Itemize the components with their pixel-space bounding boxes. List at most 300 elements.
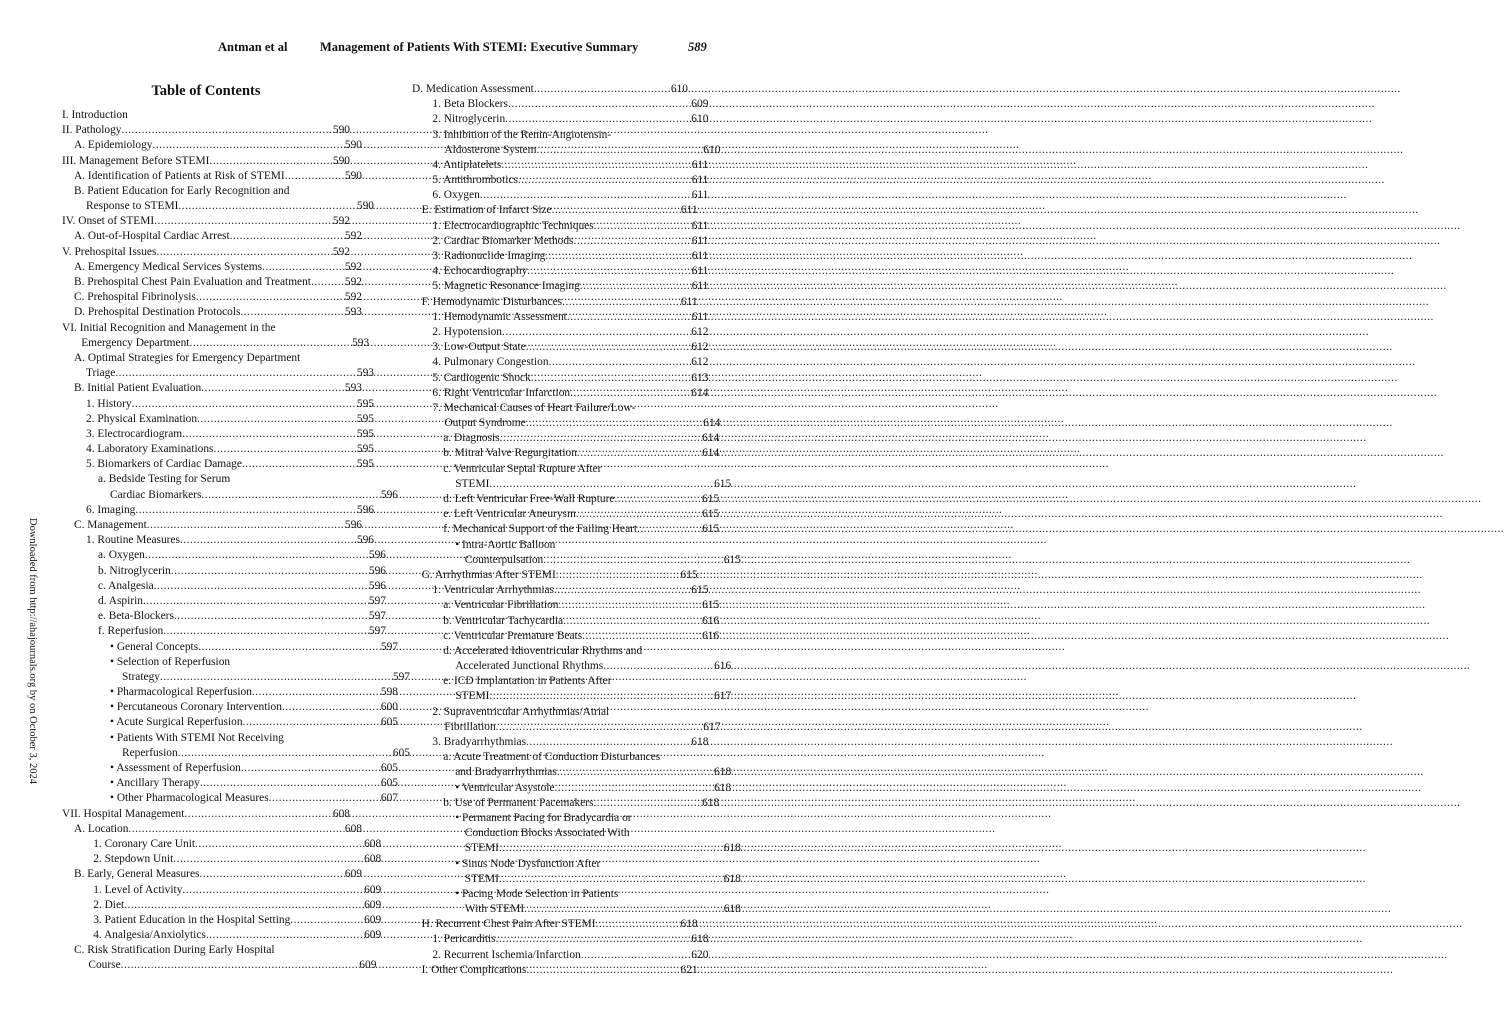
dot-leader xyxy=(518,173,692,188)
toc-title: Table of Contents xyxy=(151,83,261,99)
toc-entry xyxy=(62,518,362,533)
toc-entry-page: 618 xyxy=(714,781,732,794)
toc-entry-page: 609 xyxy=(364,929,382,942)
toc-entry xyxy=(62,852,381,867)
toc-entry-label: E. Estimation of Infarct Size xyxy=(421,204,552,217)
toc-entry xyxy=(412,872,741,887)
toc-entry-page: 611 xyxy=(691,280,709,293)
toc-entry-label: • Patients With STEMI Not Receiving xyxy=(110,731,284,744)
toc-entry-label: I. Introduction xyxy=(62,108,128,121)
header-authors: Antman et al xyxy=(218,40,288,54)
dot-leader xyxy=(496,720,704,735)
toc-entry-label: 3. Inhibition of the Renin-Angiotensin- xyxy=(432,128,612,141)
toc-entry xyxy=(62,245,350,260)
toc-entry-page: 608 xyxy=(344,822,362,835)
toc-entry-page: 621 xyxy=(680,963,698,976)
toc-entry xyxy=(412,401,710,416)
toc-entry xyxy=(412,553,741,568)
dot-leader xyxy=(180,533,357,548)
toc-entry xyxy=(62,898,381,913)
toc-entry-page: 611 xyxy=(680,204,698,217)
dot-leader xyxy=(156,245,333,260)
toc-entry-page: 590 xyxy=(356,200,374,213)
toc-entry-label: 1. Routine Measures xyxy=(86,534,180,547)
toc-entry-page: 595 xyxy=(356,458,374,471)
toc-entry-page: 610 xyxy=(691,113,709,126)
toc-entry xyxy=(412,629,719,644)
toc-entry xyxy=(62,746,410,761)
toc-entry-label: • General Concepts xyxy=(110,640,199,653)
toc-entry-label: B. Initial Patient Evaluation xyxy=(74,382,202,395)
toc-entry-page: 611 xyxy=(691,234,709,247)
dot-leader xyxy=(558,598,702,613)
toc-entry-page: 592 xyxy=(332,245,350,258)
toc-entry-label: a. Oxygen xyxy=(98,549,145,562)
toc-entry-label: 4. Echocardiography xyxy=(432,265,528,278)
toc-entry xyxy=(62,594,386,609)
toc-entry xyxy=(62,214,350,229)
dot-leader xyxy=(240,305,344,320)
toc-entry xyxy=(62,564,386,579)
toc-entry-label: • Acute Surgical Reperfusion xyxy=(110,716,243,729)
toc-entry-page: 616 xyxy=(702,614,720,627)
dot-leader xyxy=(243,715,381,730)
toc-entry-label: 2. Cardiac Biomarker Methods xyxy=(432,234,574,247)
toc-entry-label: B. Patient Education for Early Recognition and xyxy=(74,184,290,197)
toc-entry xyxy=(412,720,720,735)
toc-entry-page: 611 xyxy=(691,189,709,202)
toc-entry xyxy=(62,867,362,882)
dot-leader xyxy=(543,553,723,568)
toc-entry-page: 618 xyxy=(680,918,698,931)
toc-entry-page: 613 xyxy=(691,371,709,384)
toc-entry-page: 596 xyxy=(368,564,386,577)
dot-leader xyxy=(596,917,681,932)
dot-leader xyxy=(174,609,369,624)
toc-entry-label: d. Accelerated Idioventricular Rhythms and xyxy=(443,644,643,657)
dot-leader xyxy=(241,761,381,776)
toc-entry xyxy=(62,488,398,503)
toc-entry-label: 1. Beta Blockers xyxy=(432,98,508,111)
toc-entry xyxy=(62,138,362,153)
toc-entry-label: 6. Right Ventricular Infarction xyxy=(432,386,571,399)
toc-entry-page: 615 xyxy=(714,477,732,490)
toc-entry-page: 614 xyxy=(703,417,721,430)
toc-entry-page: 592 xyxy=(344,230,362,243)
toc-entry xyxy=(62,761,398,776)
toc-entry xyxy=(62,791,398,806)
toc-entry xyxy=(412,462,710,477)
toc-entry-page: 615 xyxy=(723,553,741,566)
toc-entry-page: 590 xyxy=(344,169,362,182)
toc-entry-label: Course xyxy=(88,959,121,972)
dot-leader xyxy=(549,355,692,370)
toc-entry xyxy=(62,305,362,320)
toc-right-column xyxy=(412,82,741,978)
toc-entry-label: 4. Laboratory Examinations xyxy=(86,443,214,456)
toc-entry-label: d. Aspirin xyxy=(98,594,143,607)
toc-entry xyxy=(62,928,381,943)
toc-entry-label: A. Epidemiology xyxy=(74,139,153,152)
toc-entry xyxy=(412,310,708,325)
toc-entry-label: e. ICD Implantation in Patients After xyxy=(443,675,612,688)
dot-leader xyxy=(242,457,357,472)
toc-entry-label: A. Out-of-Hospital Cardiac Arrest xyxy=(74,230,230,243)
toc-entry-label: D. Medication Assessment xyxy=(412,82,534,95)
toc-entry-label: 1. Pericarditis xyxy=(432,933,496,946)
toc-entry xyxy=(412,917,698,932)
toc-entry xyxy=(412,690,731,705)
toc-entry-page: 610 xyxy=(703,143,721,156)
dot-leader xyxy=(154,214,333,229)
toc-entry-label: Accelerated Junctional Rhythms xyxy=(455,660,604,673)
toc-entry-page: 618 xyxy=(702,796,720,809)
toc-entry-page: 616 xyxy=(714,660,732,673)
dot-leader xyxy=(213,442,356,457)
toc-entry xyxy=(62,807,350,822)
toc-entry-label: 5. Cardiogenic Shock xyxy=(432,371,531,384)
toc-entry-label: II. Pathology xyxy=(62,124,122,137)
toc-entry-label: Emergency Department xyxy=(81,336,190,349)
toc-entry-label: a. Bedside Testing for Serum xyxy=(98,473,231,486)
toc-entry xyxy=(62,943,372,958)
toc-entry xyxy=(412,143,720,158)
toc-entry xyxy=(412,325,708,340)
dot-leader xyxy=(178,199,357,214)
dot-leader xyxy=(290,913,364,928)
toc-entry xyxy=(412,507,719,522)
toc-entry-label: Fibrillation xyxy=(444,720,496,733)
toc-entry-page: 607 xyxy=(380,792,398,805)
dot-leader xyxy=(121,123,332,138)
dot-leader xyxy=(173,852,364,867)
toc-entry-page: 600 xyxy=(380,701,398,714)
dot-leader xyxy=(567,310,692,325)
toc-entry xyxy=(412,568,698,583)
toc-entry-label: 2. Supraventricular Arrhythmias/Atrial xyxy=(432,705,610,718)
toc-entry xyxy=(412,948,708,963)
toc-entry xyxy=(62,397,374,412)
toc-entry-label: 5. Biomarkers of Cardiac Damage xyxy=(86,458,242,471)
toc-entry-page: 618 xyxy=(691,933,709,946)
toc-entry xyxy=(412,264,708,279)
toc-entry-label: IV. Onset of STEMI xyxy=(62,215,155,228)
toc-entry-label: B. Prehospital Chest Pain Evaluation and Treatment xyxy=(74,276,311,289)
toc-entry-label: Cardiac Biomarkers xyxy=(110,488,202,501)
toc-entry-page: 620 xyxy=(691,948,709,961)
dot-leader xyxy=(577,446,702,461)
toc-entry xyxy=(62,822,362,837)
toc-entry-page: 593 xyxy=(344,382,362,395)
dot-leader xyxy=(154,579,369,594)
toc-entry xyxy=(62,154,350,169)
toc-entry-page: 598 xyxy=(380,686,398,699)
header-title: Management of Patients With STEMI: Executive Summary xyxy=(320,40,639,54)
toc-entry-label: b. Use of Permanent Pacemakers xyxy=(443,796,594,809)
toc-entry-label: • Other Pharmacological Measures xyxy=(110,792,269,805)
toc-entry-label: • Intra-Aortic Balloon xyxy=(455,538,556,551)
toc-entry-page: 614 xyxy=(702,447,720,460)
toc-entry xyxy=(62,685,398,700)
toc-entry xyxy=(62,776,398,791)
toc-entry-label: Triage xyxy=(86,367,116,380)
toc-entry xyxy=(412,841,741,856)
dot-leader xyxy=(196,290,345,305)
dot-leader xyxy=(480,188,692,203)
toc-entry-label: 1. Ventricular Arrhythmias xyxy=(432,584,554,597)
toc-entry xyxy=(62,579,386,594)
dot-leader xyxy=(508,97,691,112)
toc-entry xyxy=(62,230,362,245)
toc-entry-label: f. Reperfusion xyxy=(98,625,164,638)
toc-entry-label: A. Identification of Patients at Risk of STEMI xyxy=(74,169,285,182)
dot-leader xyxy=(121,958,360,973)
toc-entry xyxy=(412,674,710,689)
toc-entry xyxy=(62,381,362,396)
dot-leader xyxy=(262,260,345,275)
toc-entry-label: • Ancillary Therapy xyxy=(110,777,200,790)
toc-entry-label: Output Syndrome xyxy=(444,417,526,430)
dot-leader xyxy=(282,700,381,715)
toc-entry xyxy=(62,442,374,457)
toc-entry xyxy=(412,355,708,370)
toc-entry xyxy=(62,913,381,928)
toc-entry-label: 2. Diet xyxy=(93,898,125,911)
toc-entry xyxy=(62,290,362,305)
toc-entry-page: 612 xyxy=(691,356,709,369)
toc-entry-label: VI. Initial Recognition and Management in the xyxy=(62,321,276,334)
toc-entry-page: 609 xyxy=(364,883,382,896)
dot-leader xyxy=(526,416,704,431)
toc-entry-label: 2. Physical Examination xyxy=(86,412,198,425)
toc-entry xyxy=(62,670,410,685)
toc-entry-label: 1. Hemodynamic Assessment xyxy=(432,310,567,323)
toc-entry-label: • Assessment of Reperfusion xyxy=(110,762,241,775)
dot-leader xyxy=(576,507,702,522)
toc-entry-label: • Ventricular Asystole xyxy=(455,781,555,794)
download-notice-text: Downloaded from http://ahajournals.org by on October 3, 2024 xyxy=(27,518,38,785)
toc-entry xyxy=(412,811,710,826)
toc-entry xyxy=(412,97,708,112)
toc-entry-page: 615 xyxy=(691,584,709,597)
toc-entry xyxy=(412,173,708,188)
toc-entry-page: 618 xyxy=(723,872,741,885)
toc-entry xyxy=(62,457,374,472)
toc-entry-page: 597 xyxy=(368,594,386,607)
toc-entry-page: 596 xyxy=(380,488,398,501)
toc-entry-label: 4. Analgesia/Anxiolytics xyxy=(93,929,206,942)
dot-leader xyxy=(531,371,692,386)
toc-entry-label: 2. Stepdown Unit xyxy=(93,853,174,866)
dot-leader xyxy=(230,229,345,244)
toc-entry-label: 3. Electrocardiogram xyxy=(86,427,183,440)
toc-entry xyxy=(412,431,719,446)
toc-entry-label: 2. Hypotension xyxy=(432,325,502,338)
dot-leader xyxy=(163,624,369,639)
toc-entry xyxy=(412,371,708,386)
toc-entry xyxy=(62,260,362,275)
toc-entry-page: 605 xyxy=(380,716,398,729)
dot-leader xyxy=(209,154,333,169)
toc-entry xyxy=(412,826,710,841)
toc-entry-label: 1. Level of Activity xyxy=(93,883,183,896)
toc-entry xyxy=(412,538,710,553)
toc-entry xyxy=(412,796,719,811)
toc-entry-page: 597 xyxy=(392,670,410,683)
toc-entry-label: • Sinus Node Dysfunction After xyxy=(455,857,601,870)
toc-entry-label: H. Recurrent Chest Pain After STEMI xyxy=(421,918,596,931)
dot-leader xyxy=(143,594,369,609)
toc-entry-page: 593 xyxy=(352,336,370,349)
toc-entry-label: 7. Mechanical Causes of Heart Failure/Low- xyxy=(432,401,636,414)
toc-entry-label: Response to STEMI xyxy=(86,200,179,213)
toc-entry-page: 595 xyxy=(356,443,374,456)
toc-entry-page: 592 xyxy=(332,215,350,228)
toc-entry-label: I. Other Complications xyxy=(421,963,527,976)
toc-entry xyxy=(412,522,719,537)
toc-entry-label: C. Prehospital Fibrinolysis xyxy=(74,291,196,304)
dot-leader xyxy=(534,82,671,97)
toc-entry-page: 611 xyxy=(691,265,709,278)
toc-entry xyxy=(412,644,710,659)
toc-entry-page: 610 xyxy=(670,82,688,95)
toc-entry xyxy=(62,123,350,138)
toc-entry xyxy=(412,583,708,598)
dot-leader xyxy=(178,746,393,761)
toc-entry xyxy=(412,188,708,203)
toc-entry-label: c. Ventricular Septal Rupture After xyxy=(443,462,602,475)
toc-entry-label: e. Beta-Blockers xyxy=(98,610,174,623)
toc-entry xyxy=(62,533,374,548)
toc-entry xyxy=(412,659,731,674)
toc-entry xyxy=(412,340,708,355)
toc-entry xyxy=(412,902,741,917)
dot-leader xyxy=(562,295,681,310)
toc-left-column xyxy=(62,108,410,974)
toc-entry-label: D. Prehospital Destination Protocols xyxy=(74,306,241,319)
toc-entry-page: 617 xyxy=(703,720,721,733)
dot-leader xyxy=(206,928,364,943)
toc-entry-page: 592 xyxy=(344,291,362,304)
toc-entry xyxy=(62,473,372,488)
toc-entry-label: A. Optimal Strategies for Emergency Department xyxy=(74,351,301,364)
toc-entry xyxy=(62,640,398,655)
toc-entry-label: Strategy xyxy=(122,670,160,683)
toc-entry-label: • Pacing Mode Selection in Patients xyxy=(455,887,619,900)
toc-entry-label: and Bradyarrhythmias xyxy=(455,766,557,779)
toc-entry xyxy=(62,169,362,184)
dot-leader xyxy=(581,948,692,963)
toc-entry-page: 609 xyxy=(364,913,382,926)
toc-entry-page: 612 xyxy=(691,341,709,354)
dot-leader xyxy=(527,264,691,279)
dot-leader xyxy=(269,791,381,806)
dot-leader xyxy=(614,492,702,507)
toc-entry xyxy=(62,624,386,639)
toc-entry xyxy=(412,933,708,948)
toc-entry-page: 615 xyxy=(680,568,698,581)
dot-leader xyxy=(132,397,357,412)
dot-leader xyxy=(311,275,345,290)
toc-entry-label: STEMI xyxy=(464,842,499,855)
toc-entry-page: 611 xyxy=(691,219,709,232)
dot-leader xyxy=(145,548,369,563)
toc-entry xyxy=(412,249,708,264)
toc-entry xyxy=(62,655,372,670)
toc-entry-label: 3. Patient Education in the Hospital Setting xyxy=(93,913,291,926)
toc-entry xyxy=(62,609,386,624)
toc-entry-label: c. Analgesia xyxy=(98,579,154,592)
toc-entry xyxy=(62,412,374,427)
toc-entry xyxy=(412,705,710,720)
toc-entry-page: 615 xyxy=(702,508,720,521)
dot-leader xyxy=(182,427,357,442)
dot-leader xyxy=(500,431,703,446)
toc-entry-label: 5. Magnetic Resonance Imaging xyxy=(432,280,580,293)
toc-entry-label: 2. Recurrent Ischemia/Infarction xyxy=(432,948,581,961)
toc-entry-label: 1. History xyxy=(86,397,132,410)
toc-entry-page: 596 xyxy=(368,549,386,562)
toc-entry xyxy=(62,837,381,852)
toc-entry-label: STEMI xyxy=(455,690,490,703)
dot-leader xyxy=(189,336,352,351)
toc-entry xyxy=(62,108,372,123)
toc-entry-label: d. Left Ventricular Free-Wall Rupture xyxy=(443,493,615,506)
toc-entry-page: 612 xyxy=(691,325,709,338)
toc-entry-label: 4. Pulmonary Congestion xyxy=(432,356,549,369)
dot-leader xyxy=(147,518,345,533)
toc-entry-label: III. Management Before STEMI xyxy=(62,154,210,167)
dot-leader xyxy=(524,902,724,917)
toc-entry xyxy=(412,234,708,249)
dot-leader xyxy=(563,614,702,629)
dot-leader xyxy=(593,796,702,811)
dot-leader xyxy=(552,203,681,218)
toc-entry-page: 592 xyxy=(344,276,362,289)
toc-entry-page: 609 xyxy=(691,98,709,111)
dot-leader xyxy=(526,963,680,978)
toc-entry xyxy=(62,427,374,442)
toc-entry xyxy=(412,204,698,219)
toc-entry-label: a. Diagnosis xyxy=(443,432,500,445)
toc-entry xyxy=(412,82,688,97)
toc-entry xyxy=(62,716,398,731)
page-number: 589 xyxy=(688,40,707,54)
toc-entry-page: 617 xyxy=(714,690,732,703)
toc-entry xyxy=(62,883,381,898)
toc-entry-label: f. Mechanical Support of the Failing Heart xyxy=(443,523,638,536)
toc-entry-page: 616 xyxy=(702,629,720,642)
toc-entry xyxy=(412,963,698,978)
toc-entry-page: 597 xyxy=(380,640,398,653)
toc-entry-label: VII. Hospital Management xyxy=(62,807,185,820)
dot-leader xyxy=(501,158,691,173)
toc-entry-label: 3. Low-Output State xyxy=(432,341,526,354)
toc-entry-label: 4. Antiplatelets xyxy=(432,158,502,171)
toc-entry-page: 609 xyxy=(364,898,382,911)
toc-entry xyxy=(412,295,698,310)
toc-entry-page: 609 xyxy=(344,868,362,881)
dot-leader xyxy=(124,898,364,913)
toc-entry xyxy=(62,351,372,366)
toc-entry-page: 597 xyxy=(368,610,386,623)
dot-leader xyxy=(557,765,714,780)
running-header xyxy=(0,40,768,56)
dot-leader xyxy=(198,640,381,655)
toc-entry xyxy=(412,598,719,613)
dot-leader xyxy=(603,659,714,674)
toc-entry xyxy=(412,386,708,401)
